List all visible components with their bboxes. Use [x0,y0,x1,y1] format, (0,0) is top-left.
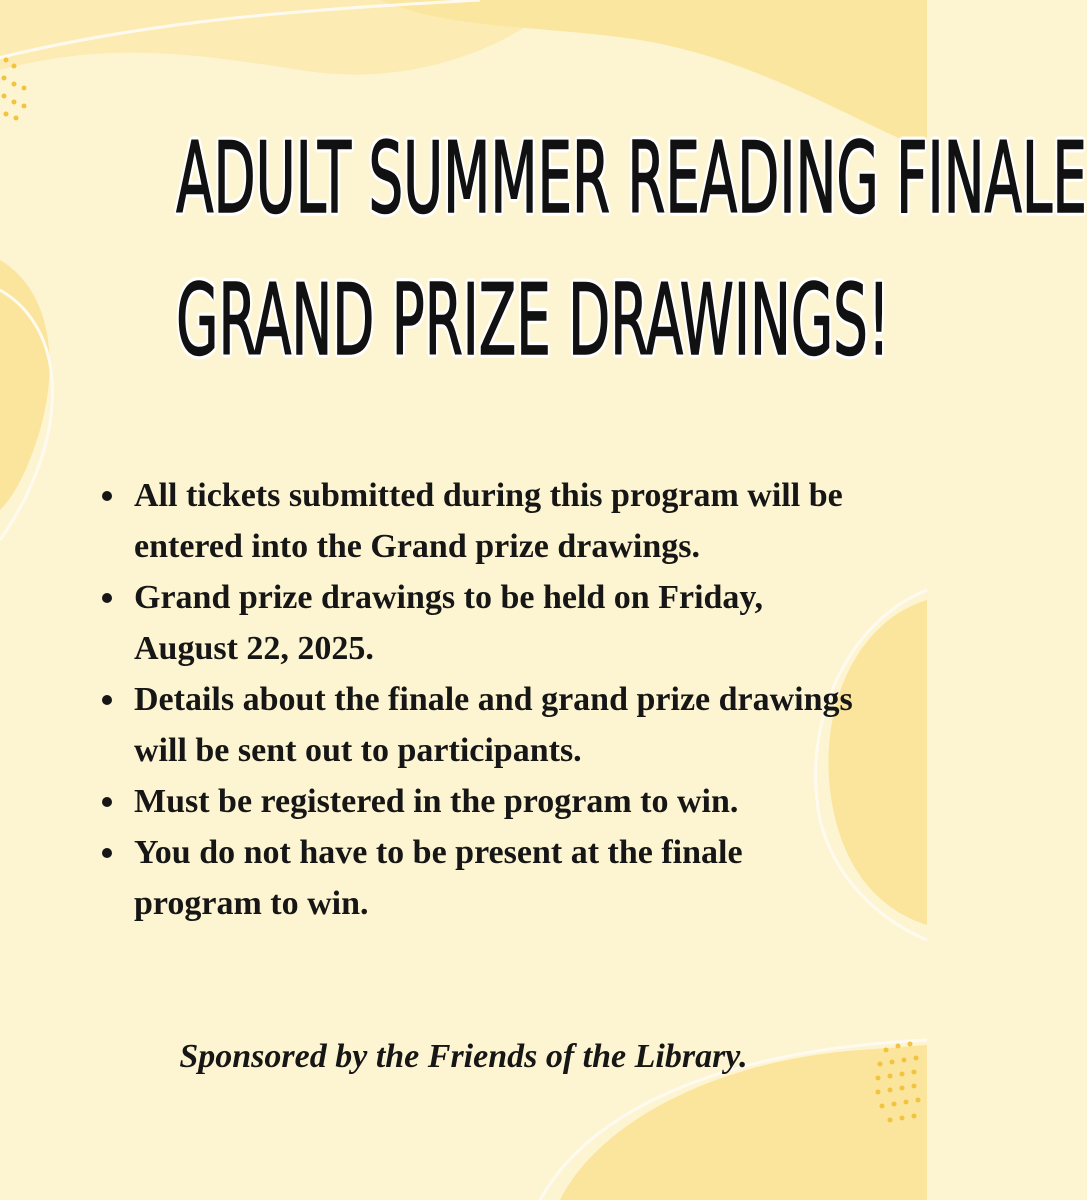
sponsor-line: Sponsored by the Friends of the Library. [179,1038,748,1075]
title-line-1: ADULT SUMMER READING FINALE [176,122,1087,236]
list-item-text: You do not have to be present at the finale program to win. [134,834,743,922]
list-item-text: All tickets submitted during this program will be entered into the Grand prize drawings. [134,477,843,565]
details-list [100,470,870,929]
title-line-2: GRAND PRIZE DRAWINGS! [176,264,890,378]
list-item-text: Grand prize drawings to be held on Friday, August 22, 2025. [134,579,764,667]
bullet-dot-icon [102,491,112,501]
list-item [100,572,870,674]
bullet-dot-icon [102,593,112,603]
list-item [100,827,870,929]
bullet-dot-icon [102,848,112,858]
list-item [100,776,870,827]
list-item [100,470,870,572]
poster-title [0,108,1087,392]
list-item [100,674,870,776]
bullet-dot-icon [102,695,112,705]
list-item-text: Details about the finale and grand prize drawings will be sent out to participants. [134,681,853,769]
bullet-dot-icon [102,797,112,807]
list-item-text: Must be registered in the program to win. [134,783,739,820]
